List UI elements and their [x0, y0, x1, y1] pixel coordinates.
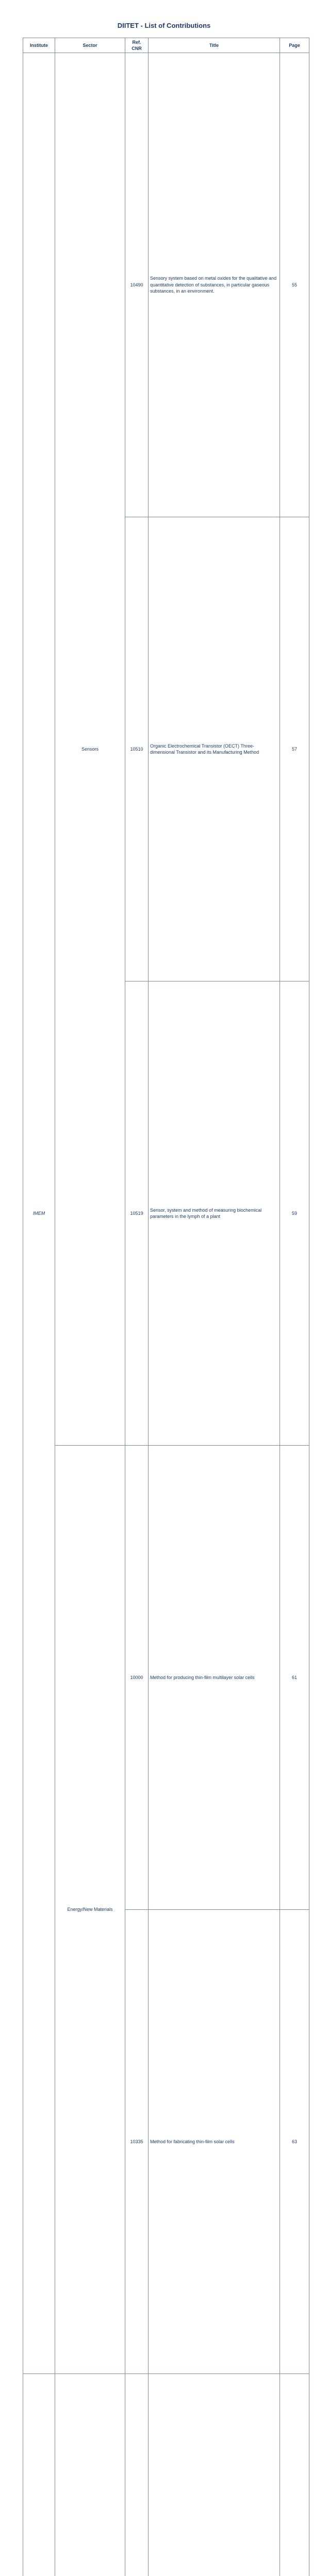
table-row — [23, 2374, 309, 2576]
ref-cnr-cell — [125, 2374, 149, 2576]
table-row — [23, 53, 309, 517]
page-number-cell: 59 — [280, 981, 309, 1446]
ref-cnr-cell: 10519 — [125, 981, 149, 1446]
page-number-cell: 61 — [280, 1446, 309, 1910]
ref-cnr-cell: 10490 — [125, 53, 149, 517]
title-cell: Method for fabricating thin-film solar cells — [149, 1910, 280, 2374]
page-title: DIITET - List of Contributions — [0, 22, 328, 29]
title-cell: Sensory system based on metal oxides for the qualitative and quantitative detection of substances, in particular gaseous substances, in an environment. — [149, 53, 280, 517]
column-header-sector: Sector — [55, 38, 125, 53]
page-number-cell: 57 — [280, 517, 309, 981]
title-cell: Method for producing thin-film multilayer solar cells — [149, 1446, 280, 1910]
sector-cell: Energy/New Materials — [55, 1446, 125, 2374]
title-cell: Organic Electrochemical Transistor (OECT) Three-dimensional Transistor and its Manufacturing Method — [149, 517, 280, 981]
sector-cell — [55, 2374, 125, 2576]
page-number-cell — [280, 2374, 309, 2576]
title-cell — [149, 2374, 280, 2576]
document-page — [0, 0, 328, 464]
sector-cell: Sensors — [55, 53, 125, 1446]
institute-cell — [23, 2374, 55, 2576]
institute-cell: IMEM — [23, 53, 55, 2374]
title-cell: Sensor, system and method of measuring biochemical parameters in the lymph of a plant — [149, 981, 280, 1446]
page-number-cell: 55 — [280, 53, 309, 517]
table-header-row — [23, 38, 309, 53]
contributions-table — [23, 38, 309, 2576]
ref-cnr-cell: 10510 — [125, 517, 149, 981]
column-header-title: Title — [149, 38, 280, 53]
table-row — [23, 1446, 309, 1910]
column-header-institute: Institute — [23, 38, 55, 53]
column-header-ref-cnr: Ref. CNR — [125, 38, 149, 53]
ref-cnr-cell: 10335 — [125, 1910, 149, 2374]
ref-cnr-cell: 10000 — [125, 1446, 149, 1910]
column-header-page: Page — [280, 38, 309, 53]
page-number-cell: 63 — [280, 1910, 309, 2374]
